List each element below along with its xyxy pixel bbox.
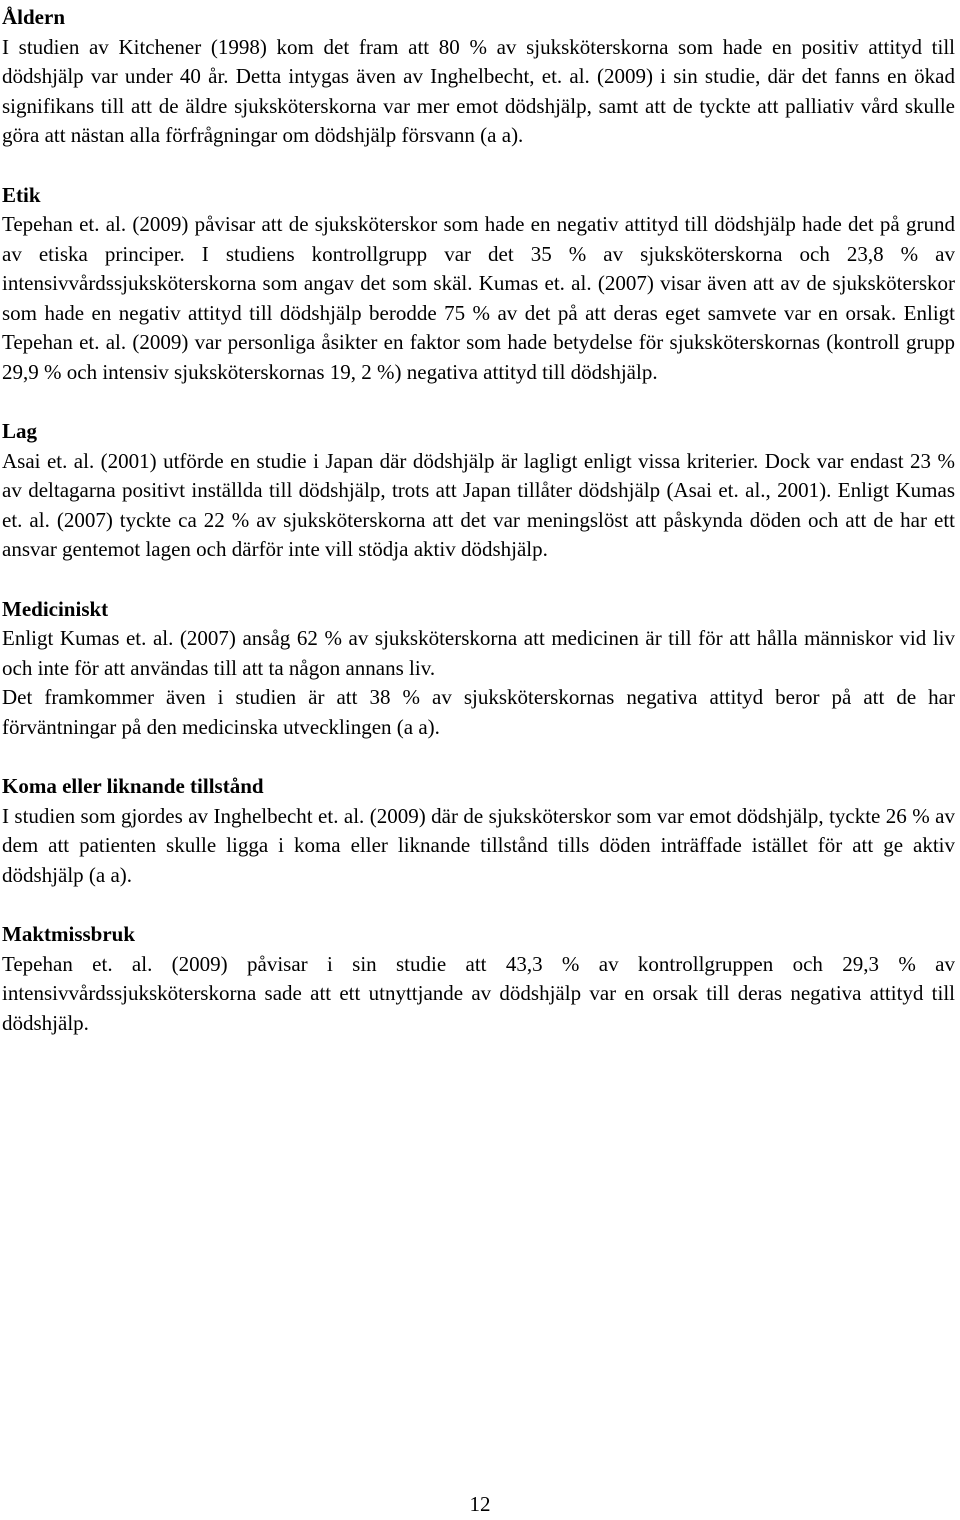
paragraph: Asai et. al. (2001) utförde en studie i Japan där dödshjälp är lagligt enligt vissa kriterier. Dock var endast 23 % av deltagarna positivt inställda till dödshjälp, trots att Japan tillåter dödshjälp (Asai et. al., 2001). Enligt Kumas et. al. (2007) tyckte ca 22 % av sjuksköterskorna att det var meningslöst att påskynda döden och att de har ett ansvar gentemot lagen och därför inte vill stödja aktiv dödshjälp. [2,448,955,561]
page-number: 12 [469,1492,491,1516]
section-heading: Etik [2,182,41,207]
document-body [2,3,955,1068]
section-heading: Mediciniskt [2,596,109,621]
section-heading: Maktmissbruk [2,922,136,946]
section-lag [2,417,955,565]
section-aldern [2,3,955,151]
section-koma [2,772,955,890]
section-mediciniskt [2,595,955,743]
section-heading: Åldern [2,5,65,29]
section-maktmissbruk [2,920,955,1038]
section-etik [2,181,955,388]
paragraph: Tepehan et. al. (2009) påvisar i sin studie att 43,3 % av kontrollgruppen och 29,3 % av intensivvårdssjuksköterskorna sade att ett utnyttjande av dödshjälp var en orsak till deras negativa attityd till dödshjälp. [2,951,955,1035]
paragraph: I studien av Kitchener (1998) kom det fram att 80 % av sjuksköterskorna som hade en positiv attityd till dödshjälp var under 40 år. Detta intygas även av Inghelbecht, et. al. (2009) i sin studie, där det fanns en ökad signifikans till att de äldre sjuksköterskorna var mer emot dödshjälp, samt att de tyckte att palliativ vård skulle göra att nästan alla förfrågningar om dödshjälp försvann (a a). [2,34,955,147]
paragraph: Enligt Kumas et. al. (2007) ansåg 62 % av sjuksköterskorna att medicinen är till för att hålla människor vid liv och inte för att användas till att ta någon annans liv. [2,626,955,680]
paragraph: Det framkommer även i studien är att 38 % av sjuksköterskornas negativa attityd beror på att de har förväntningar på den medicinska utvecklingen (a a). [2,685,955,739]
section-heading: Lag [2,419,38,443]
section-heading: Koma eller liknande tillstånd [2,774,264,798]
paragraph: I studien som gjordes av Inghelbecht et. al. (2009) där de sjuksköterskor som var emot dödshjälp, tyckte 26 % av dem att patienten skulle ligga i koma eller liknande tillstånd tills döden inträffade istället för att ge aktiv dödshjälp (a a). [2,803,955,887]
paragraph: Tepehan et. al. (2009) påvisar att de sjuksköterskor som hade en negativ attityd till dödshjälp hade det på grund av etiska principer. I studiens kontrollgrupp var det 35 % av sjuksköterskorna och 23,8 % av intensivvårdssjuksköterskorna som angav det som skäl. Kumas et. al. (2007) visar även att av de sjuksköterskor som hade en negativ attityd till dödshjälp berodde 75 % av det på att deras eget samvete var en orsak. Enligt Tepehan et. al. (2009) var personliga åsikter en faktor som hade betydelse för sjuksköterskornas (kontroll grupp 29,9 % och intensiv sjuksköterskornas 19, 2 %) negativa attityd till dödshjälp. [2,212,955,384]
